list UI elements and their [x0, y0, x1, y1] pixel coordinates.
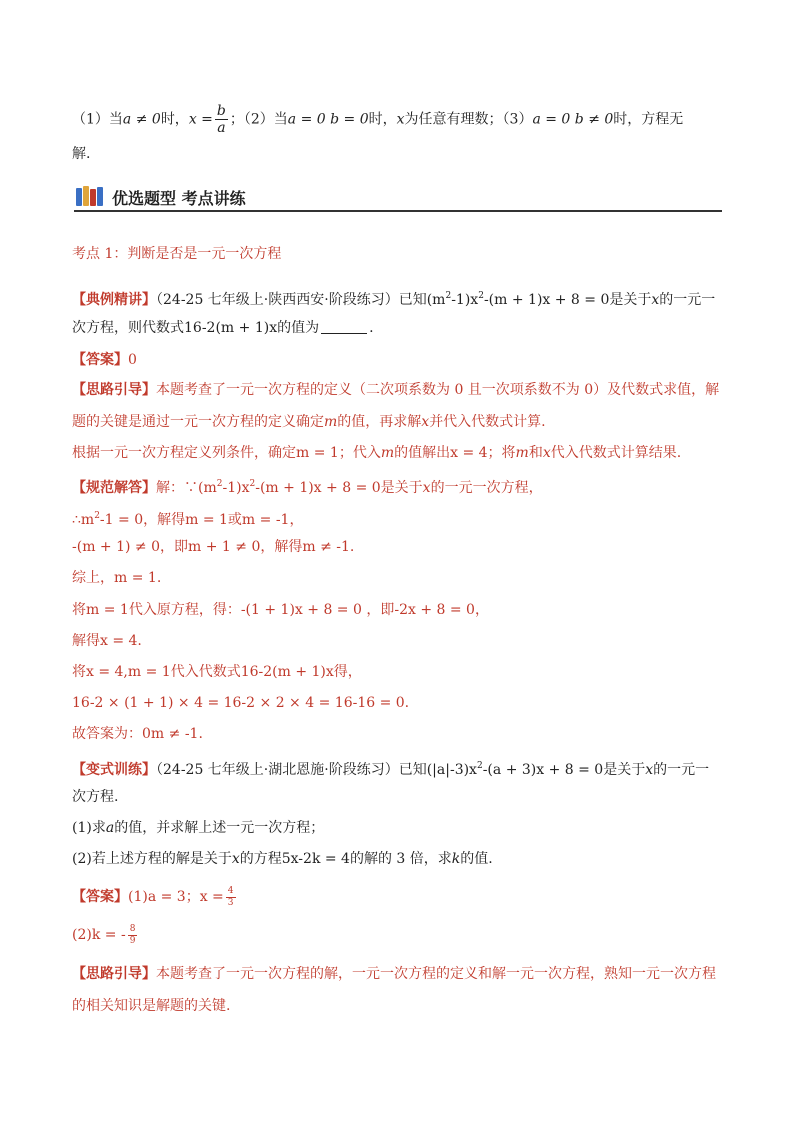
guide-1-line-3 — [72, 443, 681, 463]
guide-text: 代入代数式计算结果. — [550, 445, 682, 461]
guide-text: 本题考查了一元一次方程的定义（二次项系数为 0 且一次项系数不为 0）及代数式求值，解 — [156, 382, 720, 398]
kaodian-title: 考点 1：判断是否是一元一次方程 — [72, 246, 282, 262]
math: m — [515, 445, 529, 461]
math: (m — [426, 292, 446, 308]
answer-tag: 【答案】 — [72, 889, 128, 905]
math: a ≠ 0 — [122, 111, 161, 128]
solution-tag: 【规范解答】 — [72, 480, 156, 496]
guide-text: 根据一元一次方程定义列条件，确定 — [72, 445, 296, 461]
example-text: （24-25 七年级上·陕西西安·阶段练习）已知 — [156, 292, 427, 308]
intro-text: ；（2）当 — [229, 111, 288, 128]
math: x = — [188, 111, 213, 128]
math: 5x-2k = 4 — [281, 851, 350, 867]
math: k — [451, 851, 461, 867]
intro-text: 时， — [160, 111, 189, 128]
math: m — [324, 414, 338, 430]
math: 16-2(m + 1)x — [184, 320, 278, 336]
math: x = 4 — [450, 445, 488, 461]
answer-blank — [321, 319, 367, 334]
example-line-2 — [72, 318, 374, 338]
math: x — [421, 414, 430, 430]
example-text: 次方程，则代数式 — [72, 320, 184, 336]
variant-text: 的解的 3 倍，求 — [349, 851, 452, 867]
math: -1)x — [451, 292, 479, 308]
example-text: . — [369, 320, 374, 336]
math: -(a + 3)x + 8 = 0 — [482, 762, 604, 778]
fraction — [226, 887, 236, 908]
guide-text: 的值解出 — [394, 445, 451, 461]
math: x — [542, 445, 551, 461]
intro-line-1 — [72, 104, 683, 135]
variant-tag: 【变式训练】 — [72, 762, 156, 778]
guide-tag: 【思路引导】 — [72, 966, 156, 982]
intro-text: （1）当 — [72, 111, 123, 128]
answer-value: 0 — [128, 352, 137, 368]
math: (|a|-3)x — [426, 762, 477, 778]
numerator: b — [216, 103, 226, 119]
guide-2-line-2: 的相关知识是解题的关键. — [72, 998, 231, 1014]
answer-tag: 【答案】 — [72, 352, 128, 368]
math: -(m + 1)x + 8 = 0 — [483, 292, 610, 308]
solution-line-9: 故答案为：0m ≠ -1. — [72, 726, 203, 742]
solution-line-2: $\therefore m^2-1 = 0$，解得m = 1或m = -1， — [72, 511, 304, 528]
math: x — [645, 762, 654, 778]
variant-text: 的值. — [460, 851, 493, 867]
variant-text: 的一元一 — [653, 762, 710, 778]
solution-line-7: 将x = 4,m = 1代入代数式16-2(m + 1)x得， — [72, 664, 362, 680]
answer-value: (1)a = 3；x = — [128, 889, 224, 905]
numerator: 8 — [129, 923, 136, 934]
solution-text: ∴m — [72, 512, 95, 528]
solution-line-4: 综上，m = 1. — [72, 570, 162, 586]
guide-tag: 【思路引导】 — [72, 382, 156, 398]
solution-line-8: 16-2 × (1 + 1) × 4 = 16-2 × 2 × 4 = 16-16 = 0. — [72, 695, 410, 711]
answer-2-line-1 — [72, 884, 238, 910]
variant-text: (1)求 — [72, 820, 106, 836]
variant-text: 的值，并求解上述一元一次方程； — [114, 820, 325, 836]
example-text: 的值为 — [277, 320, 320, 336]
math: m = 1 — [296, 445, 339, 461]
math: a = 0 b = 0 — [287, 111, 369, 128]
denominator: 3 — [227, 897, 234, 908]
fraction — [215, 104, 228, 135]
intro-text: 时， — [368, 111, 397, 128]
section-rule — [74, 210, 722, 212]
solution-text: 解：$\because(m^2-1)x^2-(m + 1)x + 8 = 0$是关于x的一元一次方程， — [156, 479, 543, 496]
guide-text: ；代入 — [338, 445, 381, 461]
answer-value: (2)k = - — [72, 927, 126, 943]
variant-line-2: 次方程. — [72, 789, 119, 805]
intro-line-2: 解. — [72, 146, 91, 162]
guide-text: 并代入代数式计算. — [429, 414, 546, 430]
guide-text: 的值，再求解 — [337, 414, 422, 430]
example-text: 的一元一 — [659, 292, 716, 308]
answer-2-line-2 — [72, 922, 139, 948]
denominator: 9 — [129, 935, 136, 946]
solution-text: -1 = 0，解得m = 1或m = -1， — [99, 512, 304, 528]
guide-text: 本题考查了一元一次方程的解，一元一次方程的定义和解一元一次方程，熟知一元一次方程 — [156, 966, 716, 982]
guide-1-line-1 — [72, 380, 719, 400]
numerator: 4 — [227, 885, 234, 896]
variant-text: 是关于 — [603, 762, 646, 778]
guide-text: 题的关键是通过一元一次方程的定义确定 — [72, 414, 324, 430]
solution-line-6: 解得x = 4. — [72, 633, 142, 649]
guide-2-line-1 — [72, 964, 716, 984]
math: a — [105, 820, 115, 836]
section-header — [74, 184, 722, 212]
variant-text: 的方程 — [239, 851, 282, 867]
variant-q1 — [72, 818, 324, 838]
intro-text: 为任意有理数；（3） — [404, 111, 533, 128]
guide-text: 和 — [528, 445, 543, 461]
variant-line-1: 【变式训练】（24-25 七年级上·湖北恩施·阶段练习）已知$(|a|-3)x^2-(a + 3)x + 8 = 0$是关于x的一元一 — [72, 761, 710, 778]
variant-text: （24-25 七年级上·湖北恩施·阶段练习）已知 — [156, 762, 427, 778]
denominator: a — [217, 120, 226, 136]
solution-line-1 — [72, 474, 543, 498]
solution-line-5: 将m = 1代入原方程，得：-(1 + 1)x + 8 = 0 ，即-2x + 8 = 0， — [72, 602, 489, 618]
math: x — [396, 111, 405, 128]
math: m — [380, 445, 395, 461]
answer-1 — [72, 350, 137, 370]
intro-text: 时，方程无 — [613, 111, 684, 128]
guide-text: ；将 — [487, 445, 516, 461]
example-line-1: 【典例精讲】（24-25 七年级上·陕西西安·阶段练习）已知$(m^2-1)x^2-(m + 1)x + 8 = 0$是关于x的一元一 — [72, 291, 716, 308]
guide-1-line-2 — [72, 412, 546, 432]
fraction — [128, 925, 138, 946]
solution-line-3: -(m + 1) ≠ 0，即m + 1 ≠ 0，解得m ≠ -1. — [72, 539, 355, 555]
math: x — [651, 292, 660, 308]
math: a = 0 b ≠ 0 — [532, 111, 614, 128]
variant-text: (2)若上述方程的解是关于 — [72, 851, 232, 867]
variant-q2 — [72, 849, 493, 869]
example-text: 是关于 — [609, 292, 652, 308]
math: x — [231, 851, 240, 867]
section-title: 优选题型 考点讲练 — [112, 189, 246, 208]
books-icon — [76, 186, 106, 208]
example-tag: 【典例精讲】 — [72, 292, 156, 308]
